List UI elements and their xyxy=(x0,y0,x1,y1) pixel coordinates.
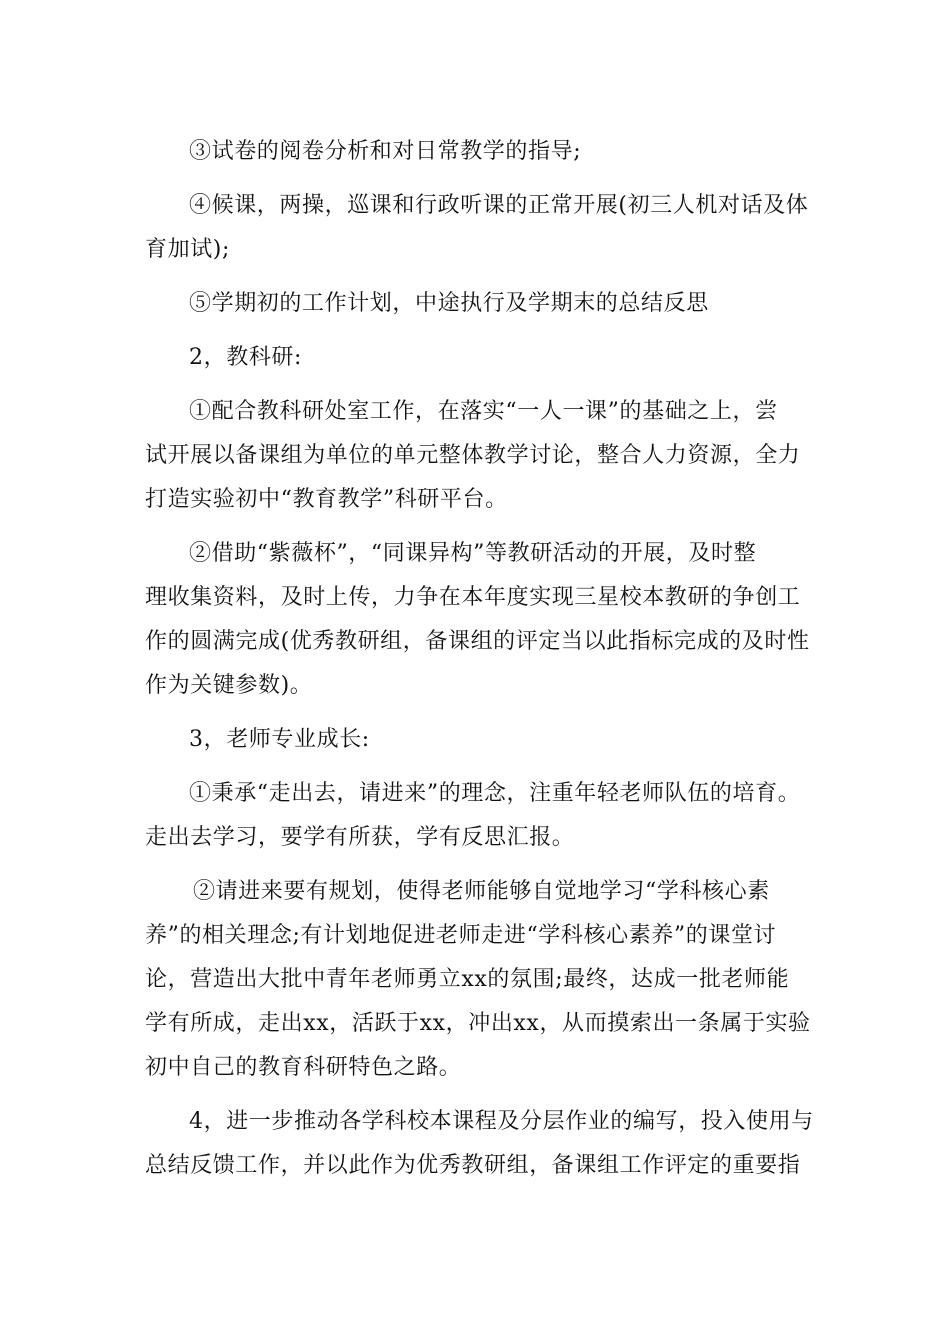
paragraph-line: 走出去学习，要学有所获，学有反思汇报。 xyxy=(145,825,575,850)
document-body xyxy=(145,130,814,1188)
paragraph-line: 学有所成，走出xx，活跃于xx，冲出xx，从而摸索出一条属于实验 xyxy=(145,1011,811,1036)
paragraph-gap xyxy=(145,380,810,390)
paragraph-line: 养”的相关理念;有计划地促进老师走进“学科核心素养”的课堂讨 xyxy=(145,923,777,948)
paragraph-gap xyxy=(145,1090,810,1100)
paragraph-gap xyxy=(145,272,810,282)
paragraph-line: ④候课，两操，巡课和行政听课的正常开展(初三人机对话及体 xyxy=(189,193,809,218)
paragraph-line: ③试卷的阅卷分析和对日常教学的指导; xyxy=(189,139,582,164)
paragraph-gap xyxy=(145,860,810,870)
paragraph-gap xyxy=(145,708,810,718)
paragraph-line: 育加试); xyxy=(145,237,230,262)
paragraph-line: ②请进来要有规划，使得老师能够自觉地学习“学科核心素 xyxy=(193,879,770,904)
section-heading-line: 2，教科研: xyxy=(189,345,303,370)
paragraph-line: 总结反馈工作，并以此作为优秀教研组，备课组工作评定的重要指 xyxy=(145,1153,801,1178)
paragraph-line: 4，进一步推动各学科校本课程及分层作业的编写，投入使用与 xyxy=(189,1109,814,1134)
paragraph-line: ①配合教科研处室工作，在落实“一人一课”的基础之上，尝 xyxy=(189,399,778,424)
paragraph-line: ①秉承“走出去，请进来”的理念，注重年轻老师队伍的培育。 xyxy=(189,781,801,806)
paragraph-line: ②借助“紫薇杯”，“同课异构”等教研活动的开展，及时整 xyxy=(189,541,757,566)
paragraph-line: 打造实验初中“教育教学”科研平台。 xyxy=(145,487,508,512)
paragraph-line: 理收集资料，及时上传，力争在本年度实现三星校本教研的争创工 xyxy=(145,585,801,610)
paragraph-gap xyxy=(145,762,810,772)
paragraph-line: ⑤学期初的工作计划，中途执行及学期末的总结反思 xyxy=(189,291,709,316)
paragraph-gap xyxy=(145,174,810,184)
section-heading-line: 3，老师专业成长: xyxy=(189,727,370,752)
paragraph-gap xyxy=(145,522,810,532)
paragraph-line: 论，营造出大批中青年老师勇立xx的氛围;最终，达成一批老师能 xyxy=(145,967,790,992)
paragraph-line: 作的圆满完成(优秀教研组，备课组的评定当以此指标完成的及时性 xyxy=(145,629,810,654)
paragraph-line: 作为关键参数)。 xyxy=(145,673,313,698)
paragraph-line: 试开展以备课组为单位的单元整体教学讨论，整合人力资源，全力 xyxy=(145,443,801,468)
paragraph-line: 初中自己的教育科研特色之路。 xyxy=(145,1055,462,1080)
paragraph-gap xyxy=(145,326,810,336)
